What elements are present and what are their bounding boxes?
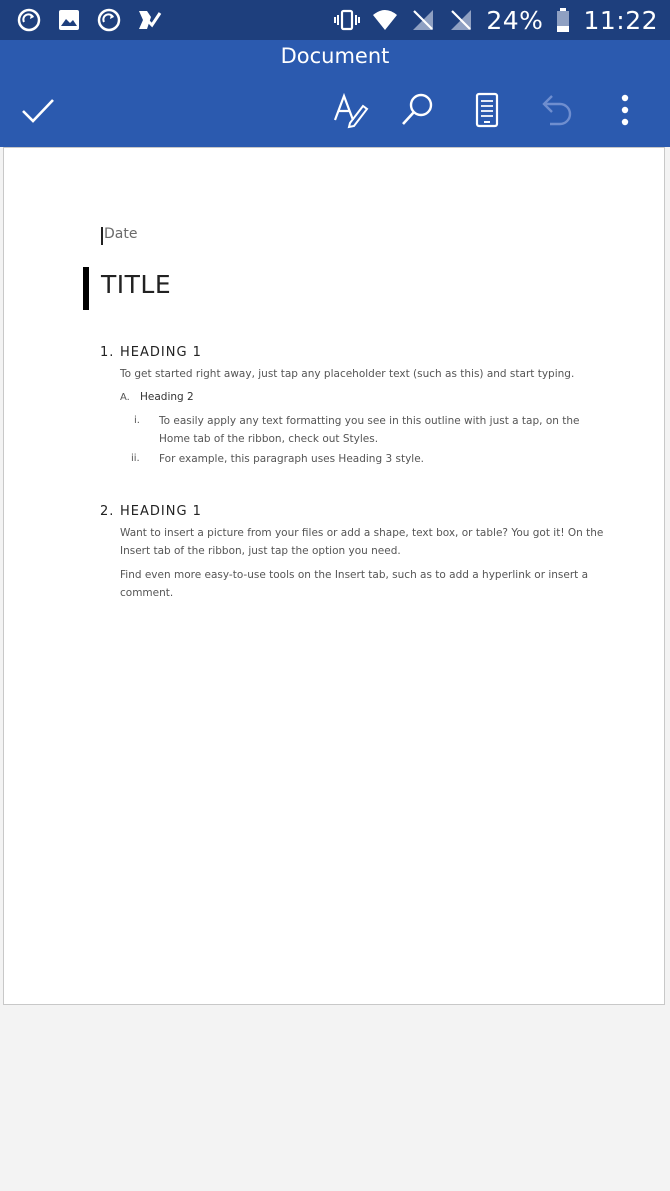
- sync-circle-icon: [96, 7, 122, 33]
- clock: 11:22: [583, 5, 658, 35]
- subheading-marker: A.: [120, 392, 130, 403]
- search-button[interactable]: [398, 90, 438, 130]
- more-vertical-icon: [605, 90, 645, 130]
- section-1-body[interactable]: To get started right away, just tap any placeholder text (such as this) and start typing.: [120, 368, 575, 380]
- list-marker: i.: [134, 415, 140, 426]
- list-marker: ii.: [131, 453, 140, 464]
- section-2-heading[interactable]: [100, 504, 202, 519]
- image-icon: [56, 7, 82, 33]
- document-heading-title[interactable]: TITLE: [101, 270, 172, 299]
- undo-icon: [536, 90, 576, 130]
- battery-percent: 24%: [486, 5, 544, 35]
- text-cursor: [101, 227, 103, 245]
- app-bar: [0, 40, 670, 147]
- section-2-para-2-line-1[interactable]: Find even more easy-to-use tools on the Insert tab, such as to add a hyperlink or insert a: [120, 569, 589, 581]
- mobile-view-button[interactable]: [467, 90, 507, 130]
- heading-text: HEADING 1: [120, 504, 202, 519]
- title-accent-bar: [83, 267, 89, 310]
- battery-icon: [555, 7, 571, 33]
- list-item-2[interactable]: For example, this paragraph uses Heading 3 style.: [159, 453, 424, 465]
- font-pen-icon: [330, 90, 370, 130]
- checkmark-icon: [18, 90, 58, 130]
- mobile-view-icon: [467, 90, 507, 130]
- no-signal-icon: [448, 7, 474, 33]
- section-2-para-2-line-2[interactable]: comment.: [120, 587, 174, 599]
- list-item-1-line-1[interactable]: To easily apply any text formatting you see in this outline with just a tap, on the: [159, 415, 580, 427]
- heading-text: HEADING 1: [120, 345, 202, 360]
- date-placeholder[interactable]: Date: [104, 226, 138, 242]
- format-button[interactable]: [330, 90, 370, 130]
- task-check-icon: [136, 7, 162, 33]
- done-button[interactable]: [18, 90, 58, 130]
- section-1-heading[interactable]: [100, 345, 202, 360]
- list-item-1-line-2[interactable]: Home tab of the ribbon, check out Styles.: [159, 433, 379, 445]
- section-2-para-1-line-2[interactable]: Insert tab of the ribbon, just tap the option you need.: [120, 545, 401, 557]
- subheading[interactable]: Heading 2: [140, 391, 194, 403]
- more-options-button[interactable]: [605, 90, 645, 130]
- section-number: 2.: [100, 504, 115, 519]
- wifi-icon: [372, 7, 398, 33]
- undo-button[interactable]: [536, 90, 576, 130]
- vibrate-icon: [334, 7, 360, 33]
- status-bar: [0, 0, 670, 40]
- section-number: 1.: [100, 345, 115, 360]
- section-2-para-1-line-1[interactable]: Want to insert a picture from your files or add a shape, text box, or table? You got it! On the: [120, 527, 604, 539]
- system-icons: [334, 4, 658, 36]
- search-icon: [398, 90, 438, 130]
- sync-circle-icon: [16, 7, 42, 33]
- no-signal-icon: [410, 7, 436, 33]
- document-page[interactable]: [3, 147, 665, 1005]
- document-title: Document: [280, 44, 390, 68]
- notification-icons: [16, 6, 162, 34]
